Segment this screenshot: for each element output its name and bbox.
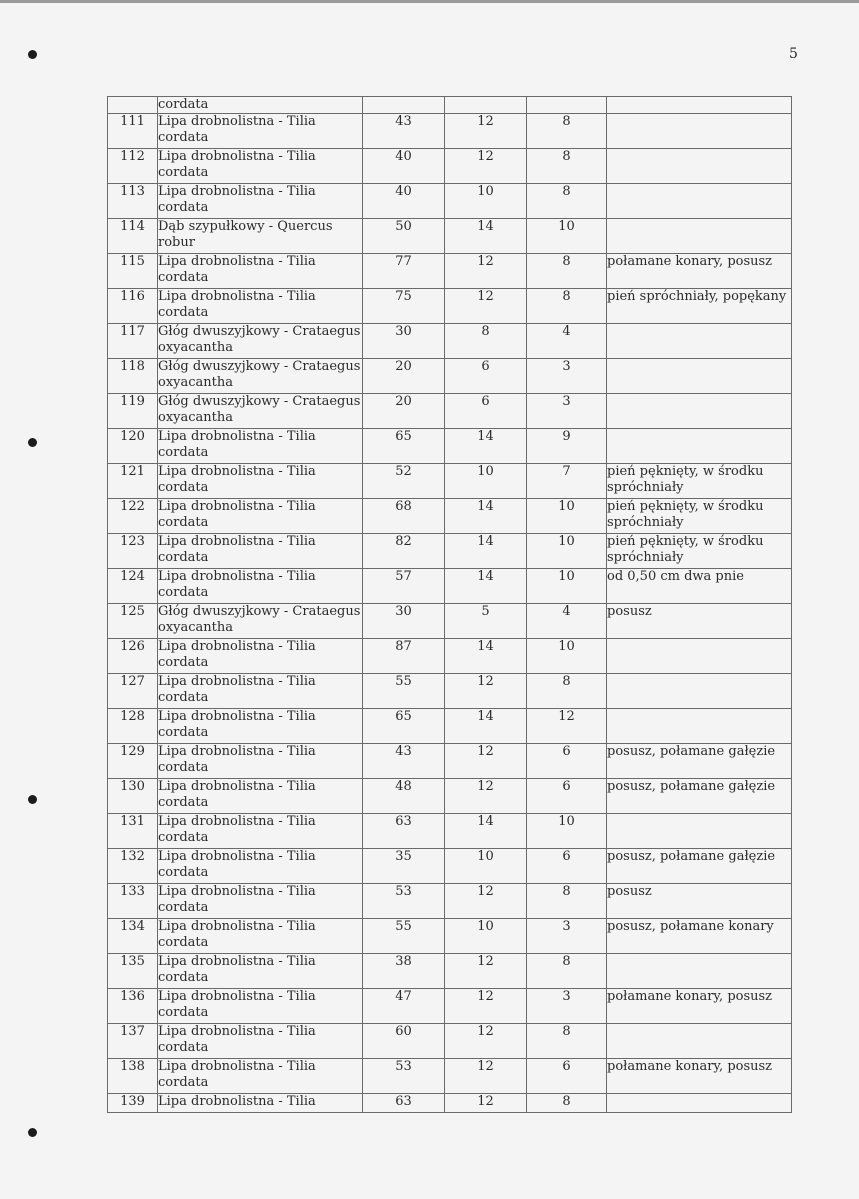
condition-notes-cell: posusz <box>607 884 792 919</box>
height-cell: 12 <box>445 744 527 779</box>
row-number-cell: 124 <box>108 569 158 604</box>
row-number-cell: 138 <box>108 1059 158 1094</box>
species-name-cell: Głóg dwuszyjkowy - Crataegus oxyacantha <box>158 359 363 394</box>
condition-notes-cell: pień pęknięty, w środku spróchniały <box>607 534 792 569</box>
height-cell: 10 <box>445 919 527 954</box>
condition-notes-cell <box>607 324 792 359</box>
circumference-cell: 75 <box>363 289 445 324</box>
row-number-cell: 128 <box>108 709 158 744</box>
crown-width-cell: 8 <box>527 114 607 149</box>
condition-notes-cell: posusz, połamane gałęzie <box>607 744 792 779</box>
height-cell: 10 <box>445 464 527 499</box>
crown-width-cell: 8 <box>527 674 607 709</box>
condition-notes-cell <box>607 639 792 674</box>
crown-width-cell: 3 <box>527 394 607 429</box>
table-row <box>108 1094 792 1113</box>
height-cell: 10 <box>445 849 527 884</box>
species-name-cell: Lipa drobnolistna - Tilia cordata <box>158 744 363 779</box>
circumference-cell: 43 <box>363 114 445 149</box>
crown-width-cell: 6 <box>527 849 607 884</box>
condition-notes-cell: posusz <box>607 604 792 639</box>
condition-notes-cell: pień spróchniały, popękany <box>607 289 792 324</box>
height-cell: 12 <box>445 884 527 919</box>
row-number-cell: 126 <box>108 639 158 674</box>
condition-notes-cell: połamane konary, posusz <box>607 989 792 1024</box>
crown-width-cell: 10 <box>527 569 607 604</box>
crown-width-cell: 4 <box>527 604 607 639</box>
condition-notes-cell <box>607 149 792 184</box>
row-number-cell: 139 <box>108 1094 158 1113</box>
crown-width-cell: 3 <box>527 919 607 954</box>
table-row <box>108 429 792 464</box>
table-row <box>108 359 792 394</box>
height-cell: 5 <box>445 604 527 639</box>
species-name-cell: Lipa drobnolistna - Tilia cordata <box>158 884 363 919</box>
circumference-cell: 55 <box>363 674 445 709</box>
table-row <box>108 849 792 884</box>
height-cell: 14 <box>445 814 527 849</box>
height-cell <box>445 97 527 114</box>
crown-width-cell: 10 <box>527 534 607 569</box>
punch-hole-icon <box>28 438 37 447</box>
circumference-cell: 65 <box>363 709 445 744</box>
crown-width-cell: 10 <box>527 639 607 674</box>
circumference-cell: 68 <box>363 499 445 534</box>
table-row <box>108 989 792 1024</box>
table-row <box>108 604 792 639</box>
species-name-cell: Lipa drobnolistna - Tilia cordata <box>158 1024 363 1059</box>
page-number: 5 <box>789 46 798 62</box>
row-number-cell: 137 <box>108 1024 158 1059</box>
species-name-cell: Głóg dwuszyjkowy - Crataegus oxyacantha <box>158 604 363 639</box>
circumference-cell: 82 <box>363 534 445 569</box>
table-row <box>108 1024 792 1059</box>
species-name-cell: Lipa drobnolistna - Tilia cordata <box>158 779 363 814</box>
species-name-cell: Lipa drobnolistna - Tilia cordata <box>158 429 363 464</box>
circumference-cell: 50 <box>363 219 445 254</box>
crown-width-cell: 3 <box>527 359 607 394</box>
height-cell: 12 <box>445 149 527 184</box>
punch-hole-icon <box>28 1128 37 1137</box>
condition-notes-cell: posusz, połamane gałęzie <box>607 849 792 884</box>
species-name-cell: Lipa drobnolistna - Tilia cordata <box>158 149 363 184</box>
table-row <box>108 114 792 149</box>
table-row <box>108 184 792 219</box>
row-number-cell: 133 <box>108 884 158 919</box>
species-name-cell: cordata <box>158 97 363 114</box>
crown-width-cell: 10 <box>527 219 607 254</box>
condition-notes-cell <box>607 184 792 219</box>
circumference-cell: 35 <box>363 849 445 884</box>
circumference-cell: 63 <box>363 1094 445 1113</box>
table-row <box>108 149 792 184</box>
row-number-cell: 112 <box>108 149 158 184</box>
species-name-cell: Lipa drobnolistna - Tilia cordata <box>158 1059 363 1094</box>
table-row <box>108 254 792 289</box>
table-row <box>108 534 792 569</box>
crown-width-cell: 7 <box>527 464 607 499</box>
species-name-cell: Lipa drobnolistna - Tilia cordata <box>158 919 363 954</box>
row-number-cell: 125 <box>108 604 158 639</box>
height-cell: 12 <box>445 114 527 149</box>
species-name-cell: Lipa drobnolistna - Tilia cordata <box>158 184 363 219</box>
height-cell: 12 <box>445 289 527 324</box>
punch-hole-icon <box>28 50 37 59</box>
height-cell: 12 <box>445 989 527 1024</box>
table-row <box>108 954 792 989</box>
height-cell: 12 <box>445 1094 527 1113</box>
species-name-cell: Lipa drobnolistna - Tilia cordata <box>158 954 363 989</box>
circumference-cell: 20 <box>363 359 445 394</box>
row-number-cell: 130 <box>108 779 158 814</box>
page-top-edge <box>0 0 859 3</box>
height-cell: 6 <box>445 394 527 429</box>
species-name-cell: Lipa drobnolistna - Tilia <box>158 1094 363 1113</box>
condition-notes-cell: pień pęknięty, w środku spróchniały <box>607 499 792 534</box>
condition-notes-cell: połamane konary, posusz <box>607 254 792 289</box>
height-cell: 14 <box>445 569 527 604</box>
condition-notes-cell: posusz, połamane gałęzie <box>607 779 792 814</box>
height-cell: 8 <box>445 324 527 359</box>
condition-notes-cell <box>607 814 792 849</box>
height-cell: 14 <box>445 639 527 674</box>
crown-width-cell: 9 <box>527 429 607 464</box>
crown-width-cell: 8 <box>527 884 607 919</box>
table-row <box>108 1059 792 1094</box>
table-row <box>108 289 792 324</box>
row-number-cell: 123 <box>108 534 158 569</box>
circumference-cell: 38 <box>363 954 445 989</box>
height-cell: 14 <box>445 534 527 569</box>
species-name-cell: Lipa drobnolistna - Tilia cordata <box>158 849 363 884</box>
circumference-cell: 57 <box>363 569 445 604</box>
condition-notes-cell <box>607 359 792 394</box>
tree-inventory-table <box>107 96 792 1113</box>
circumference-cell: 40 <box>363 184 445 219</box>
table-row <box>108 639 792 674</box>
row-number-cell: 122 <box>108 499 158 534</box>
row-number-cell: 127 <box>108 674 158 709</box>
crown-width-cell: 10 <box>527 499 607 534</box>
row-number-cell: 116 <box>108 289 158 324</box>
circumference-cell: 63 <box>363 814 445 849</box>
crown-width-cell: 3 <box>527 989 607 1024</box>
table-row <box>108 499 792 534</box>
species-name-cell: Dąb szypułkowy - Quercus robur <box>158 219 363 254</box>
table-body <box>108 97 792 1113</box>
species-name-cell: Lipa drobnolistna - Tilia cordata <box>158 989 363 1024</box>
circumference-cell: 60 <box>363 1024 445 1059</box>
crown-width-cell: 8 <box>527 954 607 989</box>
circumference-cell <box>363 97 445 114</box>
condition-notes-cell <box>607 219 792 254</box>
crown-width-cell: 8 <box>527 184 607 219</box>
condition-notes-cell <box>607 114 792 149</box>
row-number-cell: 118 <box>108 359 158 394</box>
species-name-cell: Lipa drobnolistna - Tilia cordata <box>158 464 363 499</box>
species-name-cell: Lipa drobnolistna - Tilia cordata <box>158 709 363 744</box>
circumference-cell: 30 <box>363 604 445 639</box>
crown-width-cell <box>527 97 607 114</box>
species-name-cell: Lipa drobnolistna - Tilia cordata <box>158 639 363 674</box>
table-row <box>108 219 792 254</box>
table-row <box>108 779 792 814</box>
row-number-cell: 135 <box>108 954 158 989</box>
circumference-cell: 48 <box>363 779 445 814</box>
condition-notes-cell: połamane konary, posusz <box>607 1059 792 1094</box>
height-cell: 12 <box>445 1024 527 1059</box>
species-name-cell: Lipa drobnolistna - Tilia cordata <box>158 569 363 604</box>
species-name-cell: Głóg dwuszyjkowy - Crataegus oxyacantha <box>158 394 363 429</box>
species-name-cell: Lipa drobnolistna - Tilia cordata <box>158 814 363 849</box>
row-number-cell: 120 <box>108 429 158 464</box>
circumference-cell: 52 <box>363 464 445 499</box>
circumference-cell: 55 <box>363 919 445 954</box>
height-cell: 14 <box>445 219 527 254</box>
circumference-cell: 30 <box>363 324 445 359</box>
table-row <box>108 814 792 849</box>
punch-hole-icon <box>28 795 37 804</box>
table-row <box>108 569 792 604</box>
height-cell: 14 <box>445 499 527 534</box>
row-number-cell: 115 <box>108 254 158 289</box>
row-number-cell: 132 <box>108 849 158 884</box>
table-row <box>108 709 792 744</box>
condition-notes-cell: posusz, połamane konary <box>607 919 792 954</box>
crown-width-cell: 8 <box>527 149 607 184</box>
height-cell: 14 <box>445 709 527 744</box>
condition-notes-cell: od 0,50 cm dwa pnie <box>607 569 792 604</box>
crown-width-cell: 8 <box>527 1024 607 1059</box>
crown-width-cell: 8 <box>527 1094 607 1113</box>
crown-width-cell: 6 <box>527 744 607 779</box>
species-name-cell: Lipa drobnolistna - Tilia cordata <box>158 254 363 289</box>
circumference-cell: 53 <box>363 1059 445 1094</box>
condition-notes-cell <box>607 429 792 464</box>
height-cell: 10 <box>445 184 527 219</box>
condition-notes-cell <box>607 1094 792 1113</box>
row-number-cell <box>108 97 158 114</box>
condition-notes-cell <box>607 709 792 744</box>
height-cell: 12 <box>445 954 527 989</box>
species-name-cell: Lipa drobnolistna - Tilia cordata <box>158 534 363 569</box>
species-name-cell: Lipa drobnolistna - Tilia cordata <box>158 674 363 709</box>
height-cell: 14 <box>445 429 527 464</box>
row-number-cell: 111 <box>108 114 158 149</box>
condition-notes-cell <box>607 394 792 429</box>
row-number-cell: 136 <box>108 989 158 1024</box>
species-name-cell: Lipa drobnolistna - Tilia cordata <box>158 499 363 534</box>
species-name-cell: Głóg dwuszyjkowy - Crataegus oxyacantha <box>158 324 363 359</box>
row-number-cell: 117 <box>108 324 158 359</box>
row-number-cell: 121 <box>108 464 158 499</box>
circumference-cell: 43 <box>363 744 445 779</box>
circumference-cell: 47 <box>363 989 445 1024</box>
height-cell: 12 <box>445 779 527 814</box>
crown-width-cell: 10 <box>527 814 607 849</box>
height-cell: 6 <box>445 359 527 394</box>
circumference-cell: 20 <box>363 394 445 429</box>
table-row <box>108 744 792 779</box>
circumference-cell: 77 <box>363 254 445 289</box>
table-row <box>108 324 792 359</box>
circumference-cell: 53 <box>363 884 445 919</box>
condition-notes-cell <box>607 97 792 114</box>
table-row <box>108 394 792 429</box>
circumference-cell: 65 <box>363 429 445 464</box>
table-row <box>108 919 792 954</box>
crown-width-cell: 6 <box>527 779 607 814</box>
row-number-cell: 134 <box>108 919 158 954</box>
table-row <box>108 464 792 499</box>
circumference-cell: 40 <box>363 149 445 184</box>
height-cell: 12 <box>445 254 527 289</box>
condition-notes-cell <box>607 674 792 709</box>
circumference-cell: 87 <box>363 639 445 674</box>
crown-width-cell: 8 <box>527 289 607 324</box>
species-name-cell: Lipa drobnolistna - Tilia cordata <box>158 289 363 324</box>
table-row <box>108 674 792 709</box>
row-number-cell: 113 <box>108 184 158 219</box>
height-cell: 12 <box>445 674 527 709</box>
table-row <box>108 97 792 114</box>
condition-notes-cell <box>607 1024 792 1059</box>
crown-width-cell: 12 <box>527 709 607 744</box>
condition-notes-cell <box>607 954 792 989</box>
row-number-cell: 131 <box>108 814 158 849</box>
row-number-cell: 119 <box>108 394 158 429</box>
crown-width-cell: 6 <box>527 1059 607 1094</box>
height-cell: 12 <box>445 1059 527 1094</box>
crown-width-cell: 4 <box>527 324 607 359</box>
row-number-cell: 129 <box>108 744 158 779</box>
row-number-cell: 114 <box>108 219 158 254</box>
species-name-cell: Lipa drobnolistna - Tilia cordata <box>158 114 363 149</box>
condition-notes-cell: pień pęknięty, w środku spróchniały <box>607 464 792 499</box>
crown-width-cell: 8 <box>527 254 607 289</box>
table-row <box>108 884 792 919</box>
